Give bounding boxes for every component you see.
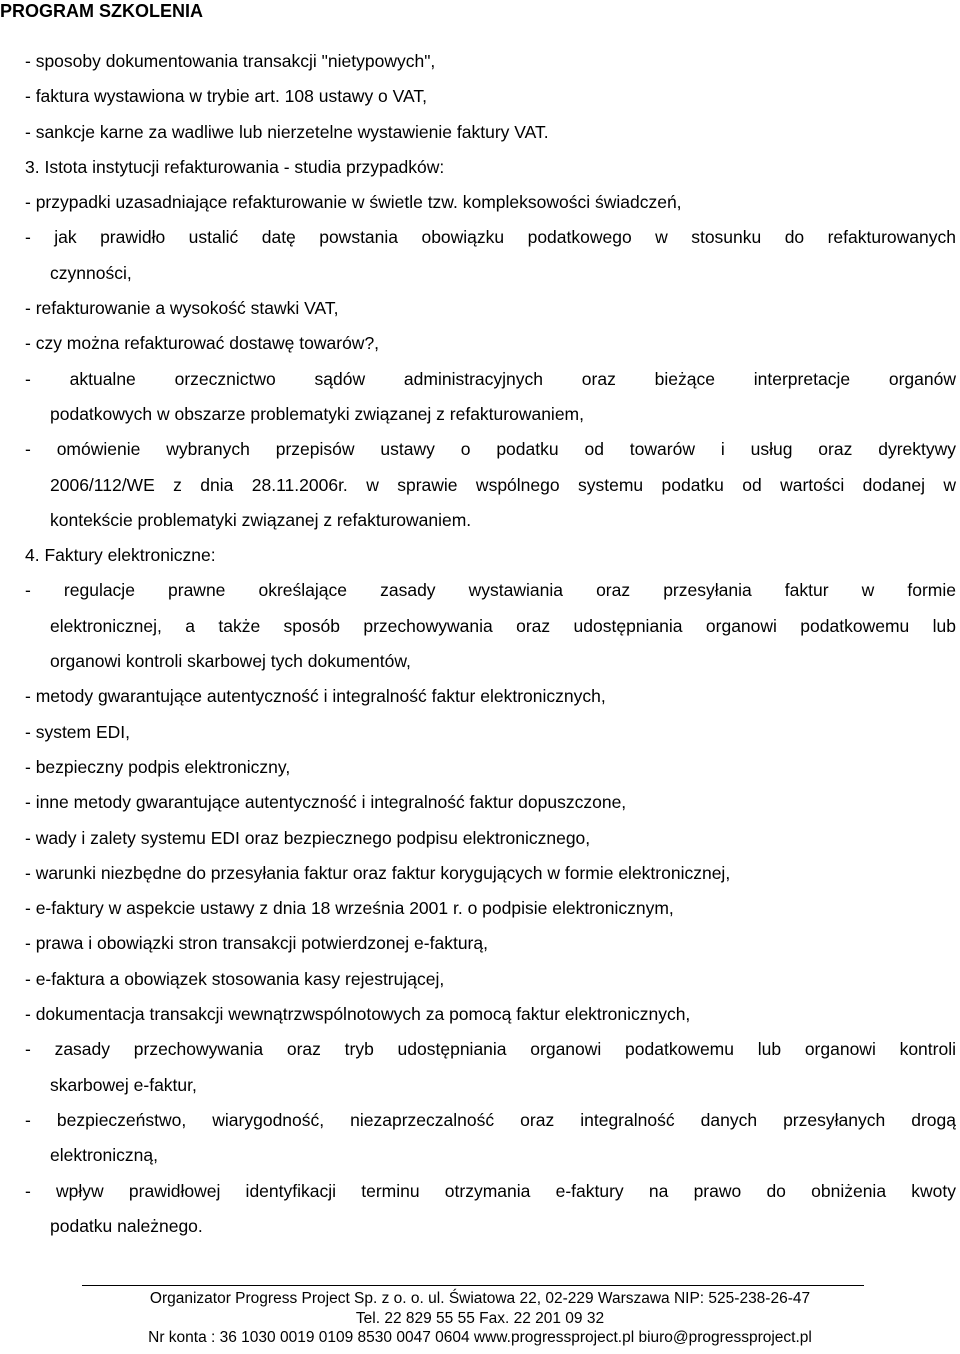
list-item xyxy=(25,1174,956,1245)
list-item-text: - warunki niezbędne do przesyłania faktur oraz faktur korygujących w formie elektronicznej, xyxy=(25,862,731,883)
list-item xyxy=(25,79,956,114)
list-item-text: - system EDI, xyxy=(25,721,131,742)
list-item-text: - bezpieczeństwo, wiarygodność, niezaprzeczalność oraz integralność danych przesyłanych drogą xyxy=(25,1109,956,1130)
list-item-text: - metody gwarantujące autentyczność i integralność faktur elektronicznych, xyxy=(25,686,606,707)
list-item xyxy=(25,291,956,326)
list-item xyxy=(25,785,956,820)
list-item-text: - omówienie wybranych przepisów ustawy o podatku od towarów i usług oraz dyrektywy xyxy=(25,439,956,460)
list-item xyxy=(25,962,956,997)
list-item-text: - sankcje karne za wadliwe lub nierzetelne wystawienie faktury VAT. xyxy=(25,121,549,142)
list-item xyxy=(25,538,956,573)
list-item-text: - e-faktury w aspekcie ustawy z dnia 18 września 2001 r. o podpisie elektronicznym, xyxy=(25,898,674,919)
footer-account-line: Nr konta : 36 1030 0019 0109 8530 0047 0604 www.progressproject.pl biuro@progressproject.pl xyxy=(148,1329,812,1346)
list-item-continuation: skarbowej e-faktur, xyxy=(50,1074,197,1095)
list-item xyxy=(25,750,956,785)
list-item-text: - prawa i obowiązki stron transakcji potwierdzonej e-fakturą, xyxy=(25,933,488,954)
list-item-continuation: 2006/112/WE z dnia 28.11.2006r. w sprawie wspólnego systemu podatku od wartości dodanej w xyxy=(50,474,956,495)
list-item-text: - jak prawidło ustalić datę powstania obowiązku podatkowego w stosunku do refakturowanych xyxy=(25,227,956,248)
list-item-text: - sposoby dokumentowania transakcji "nietypowych", xyxy=(25,51,436,71)
list-item xyxy=(25,821,956,856)
list-item xyxy=(25,1032,956,1103)
list-item xyxy=(25,44,956,79)
page-title: PROGRAM SZKOLENIA xyxy=(0,1,204,21)
list-item-continuation: czynności, xyxy=(50,262,132,283)
list-item xyxy=(25,220,956,291)
list-item-text: - wady i zalety systemu EDI oraz bezpiecznego podpisu elektronicznego, xyxy=(25,827,591,848)
list-item xyxy=(25,926,956,961)
list-item xyxy=(25,432,956,538)
footer-divider xyxy=(82,1285,864,1286)
list-item xyxy=(25,715,956,750)
list-item xyxy=(25,679,956,714)
list-item-continuation: podatku należnego. xyxy=(50,1215,203,1236)
list-item-continuation: elektroniczną, xyxy=(50,1145,158,1166)
list-item-text: - przypadki uzasadniające refakturowanie w świetle tzw. kompleksowości świadczeń, xyxy=(25,192,682,213)
list-item xyxy=(25,1103,956,1174)
list-item xyxy=(25,362,956,433)
training-program-list xyxy=(25,44,956,1244)
list-item-continuation: elektronicznej, a także sposób przechowywania oraz udostępniania organowi podatkowemu lub xyxy=(50,615,956,636)
list-item xyxy=(25,115,956,150)
list-item-text: 4. Faktury elektroniczne: xyxy=(25,545,216,566)
list-item-text: - dokumentacja transakcji wewnątrzwspólnotowych za pomocą faktur elektronicznych, xyxy=(25,1004,691,1025)
list-item-text: - faktura wystawiona w trybie art. 108 ustawy o VAT, xyxy=(25,86,428,107)
list-item-text: - refakturowanie a wysokość stawki VAT, xyxy=(25,298,339,319)
list-item-text: - regulacje prawne określające zasady wystawiania oraz przesyłania faktur w formie xyxy=(25,580,956,601)
list-item xyxy=(25,150,956,185)
list-item-text: - wpływ prawidłowej identyfikacji terminu otrzymania e-faktury na prawo do obniżenia kwoty xyxy=(25,1180,956,1201)
list-item-continuation: organowi kontroli skarbowej tych dokumentów, xyxy=(50,651,411,672)
list-item-text: - e-faktura a obowiązek stosowania kasy rejestrującej, xyxy=(25,968,445,989)
list-item-text: 3. Istota instytucji refakturowania - studia przypadków: xyxy=(25,156,445,177)
list-item xyxy=(25,573,956,679)
list-item xyxy=(25,891,956,926)
list-item xyxy=(25,185,956,220)
list-item-text: - inne metody gwarantujące autentyczność i integralność faktur dopuszczone, xyxy=(25,792,627,813)
footer-phone-line: Tel. 22 829 55 55 Fax. 22 201 09 32 xyxy=(355,1310,605,1327)
list-item-continuation: podatkowych w obszarze problematyki związanej z refakturowaniem, xyxy=(50,403,584,424)
list-item xyxy=(25,326,956,361)
list-item-text: - zasady przechowywania oraz tryb udostępniania organowi podatkowemu lub organowi kontroli xyxy=(25,1039,956,1060)
footer-organizer-line: Organizator Progress Project Sp. z o. o. ul. Światowa 22, 02-229 Warszawa NIP: 525-238-26-47 xyxy=(149,1290,811,1307)
list-item-text: - bezpieczny podpis elektroniczny, xyxy=(25,756,291,777)
list-item-text: - czy można refakturować dostawę towarów?, xyxy=(25,333,380,354)
list-item xyxy=(25,856,956,891)
list-item-text: - aktualne orzecznictwo sądów administracyjnych oraz bieżące interpretacje organów xyxy=(25,368,956,389)
list-item xyxy=(25,997,956,1032)
list-item-continuation: kontekście problematyki związanej z refakturowaniem. xyxy=(50,509,472,530)
